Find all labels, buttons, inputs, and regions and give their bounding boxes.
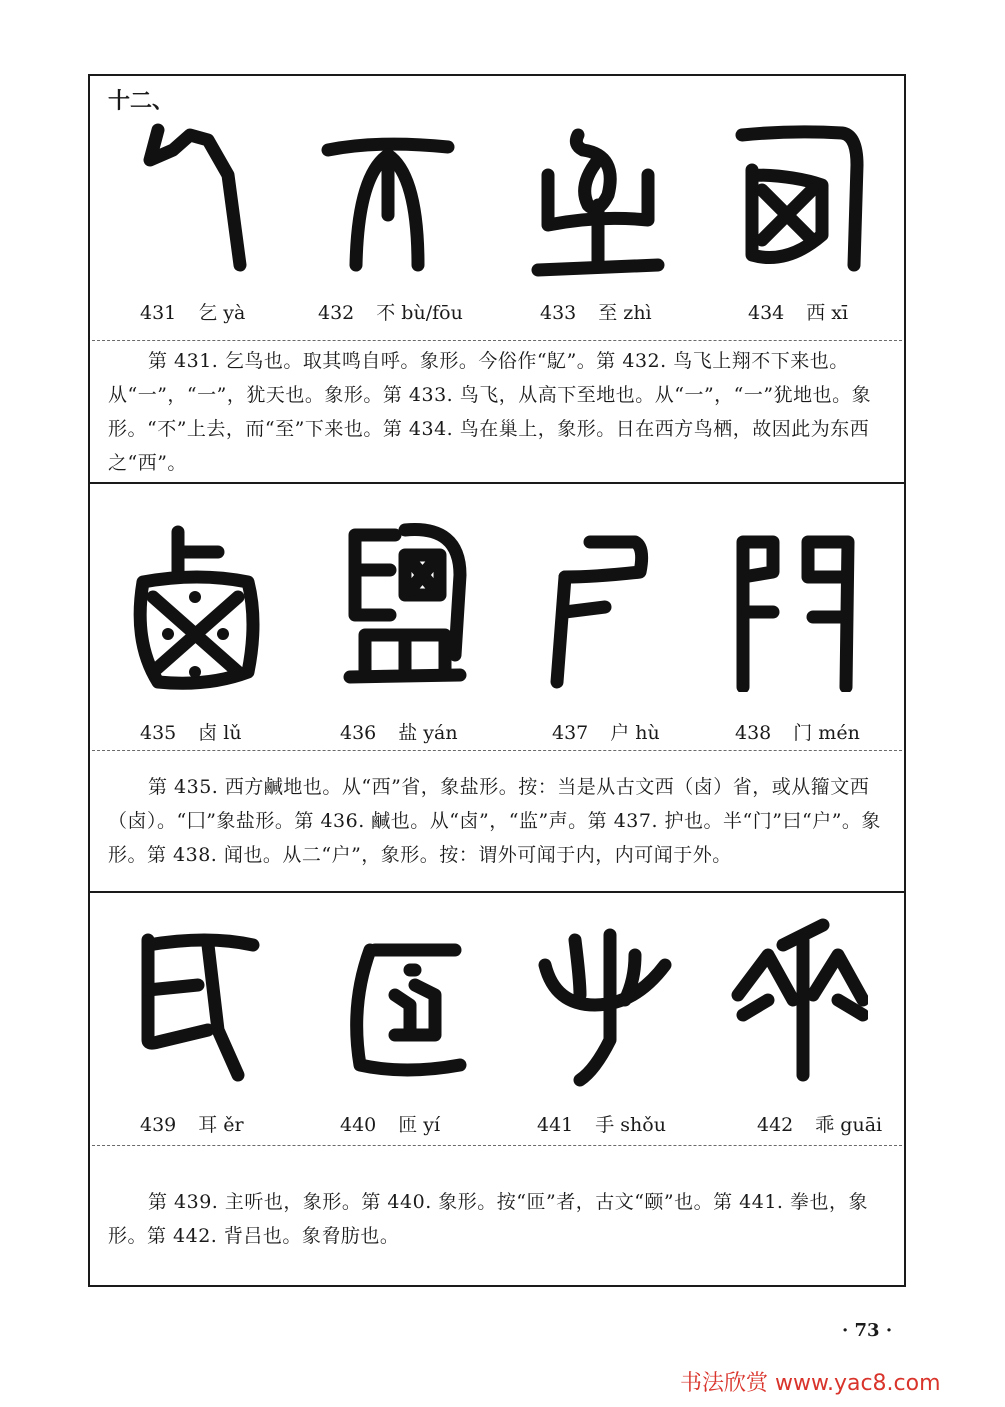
caption-435: 435 卤 lǔ: [140, 722, 242, 744]
caption-440: 440 匝 yí: [340, 1114, 441, 1136]
description-paragraph-3: 第 439. 主听也，象形。第 440. 象形。按“匝”者，古文“颐”也。第 441. 拳也，象形。第 442. 背吕也。象脅肪也。: [108, 1191, 869, 1247]
caption-438: 438 门 mén: [735, 722, 860, 744]
seal-glyph-435: [128, 522, 268, 692]
caption-431: 431 乞 yà: [140, 302, 246, 324]
description-paragraph-2: 第 435. 西方鹹地也。从“西”省，象盐形。按：当是从古文西（卤）省，或从籀文西（卤）。“囗”象盐形。第 436. 鹹也。从“卤”，“监”声。第 437. 护也。半“门”曰“户”。象形。第 438. 闻也。从二“户”，象形。按：谓外可闻于内，内可闻于外。: [108, 776, 881, 866]
seal-glyph-440: [335, 925, 475, 1095]
section-divider-2: [88, 891, 906, 893]
caption-436: 436 盐 yán: [340, 722, 458, 744]
seal-glyph-442: [728, 915, 868, 1085]
page-number: · 73 ·: [842, 1320, 893, 1341]
caption-439: 439 耳 ěr: [140, 1114, 244, 1136]
seal-glyph-434: [732, 115, 872, 285]
seal-glyph-432: [318, 115, 458, 285]
dashed-rule-2: [92, 750, 902, 751]
section-divider-1: [88, 482, 906, 484]
dashed-rule-1: [92, 340, 902, 341]
caption-432: 432 不 bù/fōu: [318, 302, 463, 324]
seal-glyph-436: [335, 515, 475, 685]
seal-glyph-431: [128, 115, 268, 285]
seal-glyph-437: [535, 522, 675, 692]
site-watermark: 书法欣赏 www.yac8.com: [680, 1371, 941, 1396]
caption-437: 437 户 hù: [552, 722, 660, 744]
section-heading: 十二、: [108, 88, 175, 114]
caption-442: 442 乖 guāi: [757, 1114, 883, 1136]
seal-glyph-433: [528, 115, 668, 285]
seal-glyph-439: [128, 920, 268, 1090]
caption-441: 441 手 shǒu: [537, 1114, 666, 1136]
dashed-rule-3: [92, 1145, 902, 1146]
description-paragraph-1: 第 431. 乞鸟也。取其鸣自呼。象形。今俗作“鳦”。第 432. 鸟飞上翔不下来也。从“一”，“一”，犹天也。象形。第 433. 鸟飞，从高下至地也。从“一”，“一”犹地也。象形。“不”上去，而“至”下来也。第 434. 鸟在巢上，象形。日在西方鸟栖，故因此为东西之“西”。: [108, 350, 872, 474]
seal-glyph-438: [728, 522, 868, 692]
seal-glyph-441: [535, 920, 675, 1090]
caption-433: 433 至 zhì: [540, 302, 652, 324]
caption-434: 434 西 xī: [748, 302, 849, 324]
